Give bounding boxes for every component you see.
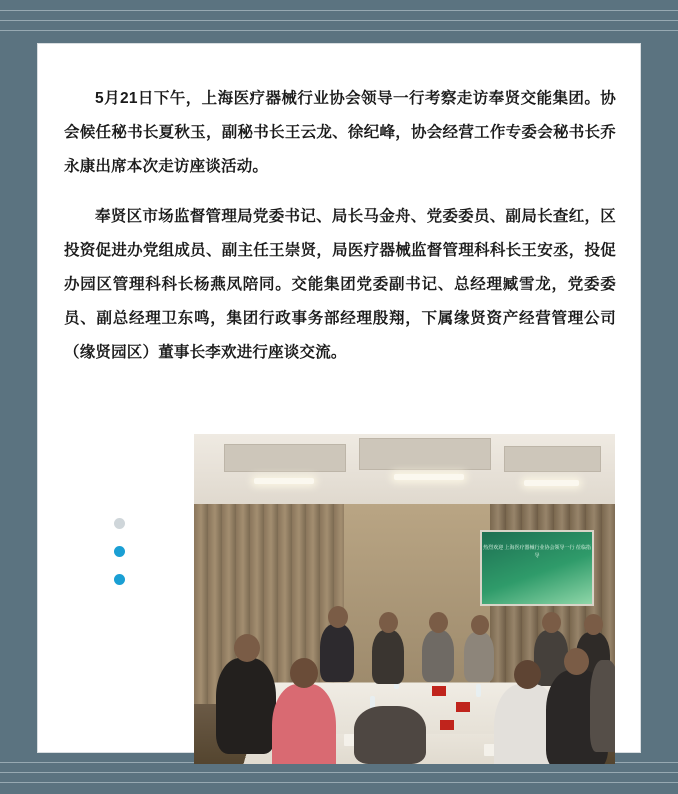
bullet-indicator-group [114, 518, 130, 602]
decorative-rule-1 [0, 10, 678, 11]
projection-screen-text: 热烈欢迎 上海医疗器械行业协会领导一行 莅临指导 [483, 545, 591, 559]
document-sheet [38, 44, 640, 752]
attendee-near-2 [272, 684, 336, 764]
attendee-far-4 [464, 632, 494, 682]
ceiling-light-3 [524, 480, 579, 486]
paragraph-1: 5月21日下午，上海医疗器械行业协会领导一行考察走访奉贤交能集团。协会候任秘书长夏秋玉，副秘书长王云龙、徐纪峰，协会经营工作专委会秘书长乔永康出席本次走访座谈活动。 [64, 90, 616, 175]
paragraph-2: 奉贤区市场监督管理局党委书记、局长马金舟、党委委员、副局长查红，区投资促进办党组成员、副主任王崇贤，局医疗器械监督管理科科长王安丞，投促办园区管理科科长杨燕凤陪同。交能集团党委副书记、总经理臧雪龙，党委委员、副总经理卫东鸣，集团行政事务部经理殷翔，下属缘贤资产经营管理公司（缘贤园区）董事长李欢进行座谈交流。 [64, 208, 616, 361]
bullet-indicator-3 [114, 574, 125, 585]
attendee-far-3-head [429, 612, 448, 633]
attendee-near-1 [216, 658, 276, 754]
article-body [64, 82, 616, 386]
photo-canvas [194, 434, 615, 764]
table-flag-1 [432, 686, 446, 696]
meeting-photo [194, 434, 615, 764]
projection-screen [480, 530, 594, 606]
attendee-near-3 [354, 706, 426, 764]
attendee-far-6-head [584, 614, 603, 635]
attendee-near-1-head [234, 634, 260, 662]
decorative-rule-6 [0, 782, 678, 783]
ceiling-light-2 [394, 474, 464, 480]
table-flag-3 [440, 720, 454, 730]
attendee-near-6 [590, 660, 615, 752]
attendee-near-2-head [290, 658, 318, 688]
ceiling-light-1 [254, 478, 314, 484]
attendee-far-5-head [542, 612, 561, 633]
decorative-rule-3 [0, 30, 678, 31]
bullet-indicator-2 [114, 546, 125, 557]
water-bottle-2 [476, 684, 481, 697]
attendee-far-2-head [379, 612, 398, 633]
attendee-far-3 [422, 630, 454, 682]
decorative-rule-5 [0, 772, 678, 773]
table-flag-2 [456, 702, 470, 712]
attendee-near-5-head [564, 648, 589, 675]
attendee-far-1 [320, 624, 354, 682]
attendee-far-1-head [328, 606, 348, 628]
attendee-far-2 [372, 630, 404, 684]
ceiling-panel-1 [224, 444, 346, 472]
bullet-indicator-1 [114, 518, 125, 529]
decorative-rule-2 [0, 20, 678, 21]
ceiling-panel-2 [359, 438, 491, 470]
attendee-far-4-head [471, 615, 489, 635]
attendee-near-4-head [514, 660, 541, 689]
ceiling-panel-3 [504, 446, 601, 472]
